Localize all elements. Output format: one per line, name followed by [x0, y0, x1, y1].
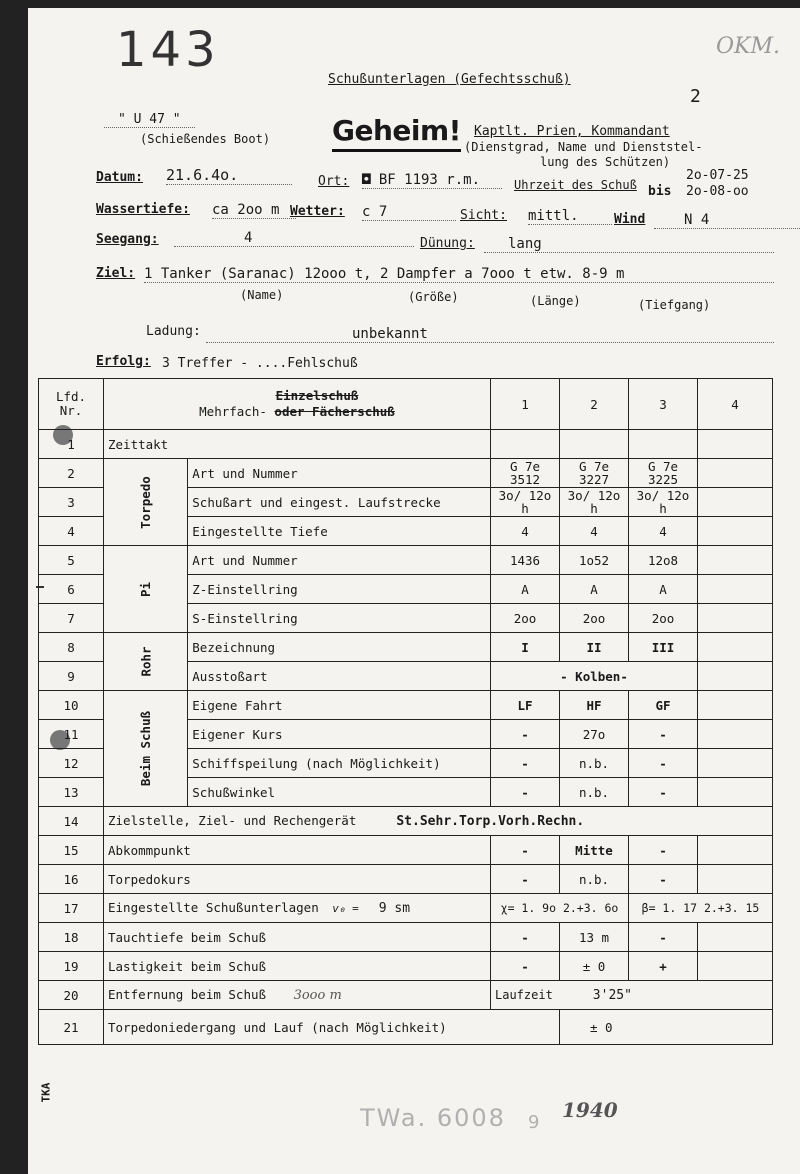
cell [698, 488, 773, 517]
cell: II [560, 633, 629, 662]
cell: A [560, 575, 629, 604]
cell: 3o/ 12o h [629, 488, 698, 517]
cell: 13 m [560, 923, 629, 952]
faecherschuss-struck: oder Fächerschuß [274, 404, 395, 419]
ziel-value: 1 Tanker (Saranac) 12ooo t, 2 Dampfer a 7ooo t etw. 8-9 m [144, 266, 774, 283]
wind-value: N 4 [654, 212, 800, 229]
laufzeit-label: Laufzeit [495, 988, 553, 1002]
group-beim-schuss [104, 691, 188, 807]
row-number: 18 [39, 923, 104, 952]
cell [698, 865, 773, 894]
duenung-value: lang [484, 236, 774, 253]
form-title: Schußunterlagen (Gefechtsschuß) [328, 72, 571, 87]
row-number: 13 [39, 778, 104, 807]
wassertiefe-label: Wassertiefe: [96, 202, 190, 217]
cell [698, 459, 773, 488]
cell: - [491, 836, 560, 865]
row-number: 20 [39, 981, 104, 1010]
uhrzeit-bis: bis [648, 184, 672, 199]
row-label: Eigene Fahrt [188, 691, 491, 720]
cell: 4 [491, 517, 560, 546]
vg-value: 9 sm [378, 901, 411, 916]
row-number: 3 [39, 488, 104, 517]
page-number: 2 [690, 86, 701, 107]
table-row [39, 1010, 773, 1045]
row-number: 7 [39, 604, 104, 633]
cell: 3o/ 12o h [560, 488, 629, 517]
cell [698, 778, 773, 807]
ort-value: ◘ BF 1193 r.m. [362, 172, 502, 189]
cell [698, 604, 773, 633]
ladung-value: unbekannt [206, 326, 774, 343]
row-label: Z-Einstellring [188, 575, 491, 604]
wetter-value: c 7 [362, 204, 456, 221]
row-label: S-Einstellring [188, 604, 491, 633]
shot-type-header [104, 379, 491, 430]
table-row [39, 894, 773, 923]
row-number: 11 [39, 720, 104, 749]
cell: 2oo [491, 604, 560, 633]
row-label: Schiffspeilung (nach Möglichkeit) [188, 749, 491, 778]
commander-label-1: (Dienstgrad, Name und Dienststel- [464, 140, 703, 154]
table-row [39, 546, 773, 575]
row-label: Torpedokurs [104, 865, 491, 894]
row-label: Ausstoßart [188, 662, 491, 691]
row-number: 8 [39, 633, 104, 662]
table-row [39, 923, 773, 952]
commander-label-2: lung des Schützen) [540, 155, 671, 169]
row-label [104, 807, 773, 836]
cell: - Kolben- [491, 662, 698, 691]
cell [698, 575, 773, 604]
table-header-row [39, 379, 773, 430]
cell [698, 923, 773, 952]
cell: - [491, 923, 560, 952]
cell: LF [491, 691, 560, 720]
table-row [39, 865, 773, 894]
cell [629, 430, 698, 459]
cell: 12o8 [629, 546, 698, 575]
wetter-label: Wetter: [290, 204, 345, 219]
cell: n.b. [560, 778, 629, 807]
cell: - [629, 778, 698, 807]
cell: ± 0 [560, 1010, 773, 1045]
cell: n.b. [560, 749, 629, 778]
cell: 2oo [560, 604, 629, 633]
cell: 1o52 [560, 546, 629, 575]
group-label: Beim Schuß [138, 710, 154, 787]
row-label: Bezeichnung [188, 633, 491, 662]
archive-stamp-suffix: 9 [528, 1112, 542, 1133]
row-number: 14 [39, 807, 104, 836]
cell: β= 1. 17 2.+3. 15 [629, 894, 773, 923]
cell: 27o [560, 720, 629, 749]
erfolg-label: Erfolg: [96, 354, 151, 369]
mehrfach-label: Mehrfach- [199, 404, 267, 419]
cell [698, 517, 773, 546]
cell: III [629, 633, 698, 662]
handwritten-distance: 3ooo m [293, 988, 342, 1003]
laufzeit-value: 3'25" [592, 988, 632, 1003]
row-label: Abkommpunkt [104, 836, 491, 865]
row-label: Zeittakt [104, 430, 491, 459]
cell: - [629, 923, 698, 952]
wind-label: Wind [614, 212, 646, 227]
cell: G 7e 3227 [560, 459, 629, 488]
side-mark: TKA [39, 1082, 53, 1103]
row-number: 16 [39, 865, 104, 894]
group-torpedo [104, 459, 188, 546]
seegang-value: 4 [174, 230, 414, 247]
datum-label: Datum: [96, 170, 143, 185]
group-label: Torpedo [138, 475, 154, 529]
row-number: 6 [39, 575, 104, 604]
cell [698, 691, 773, 720]
cell [698, 749, 773, 778]
table-row [39, 459, 773, 488]
cell: Mitte [560, 836, 629, 865]
cell: G 7e 3512 [491, 459, 560, 488]
einzelschuss-struck: Einzelschuß [275, 388, 359, 403]
row-number: 19 [39, 952, 104, 981]
lfd-nr-header: Lfd. Nr. [39, 379, 104, 430]
row-label: Art und Nummer [188, 546, 491, 575]
group-pi [104, 546, 188, 633]
cell [698, 836, 773, 865]
uhrzeit-to: 2o-08-oo [686, 184, 749, 199]
cell: - [629, 720, 698, 749]
cell: - [629, 749, 698, 778]
cell [560, 430, 629, 459]
table-row [39, 836, 773, 865]
row-number: 2 [39, 459, 104, 488]
commander: Kaptlt. Prien, Kommandant [474, 124, 670, 139]
table-row [39, 691, 773, 720]
erfolg-value: 3 Treffer - ....Fehlschuß [162, 356, 358, 371]
row-label: Torpedoniedergang und Lauf (nach Möglichkeit) [104, 1010, 560, 1045]
cell: I [491, 633, 560, 662]
uhrzeit-label: Uhrzeit des Schuß [514, 178, 637, 192]
cell: - [491, 865, 560, 894]
seegang-label: Seegang: [96, 232, 159, 247]
group-label: Rohr [138, 646, 154, 677]
row-number: 17 [39, 894, 104, 923]
cell: G 7e 3225 [629, 459, 698, 488]
cell: 4 [629, 517, 698, 546]
row-number: 12 [39, 749, 104, 778]
row-label: Eingestellte Tiefe [188, 517, 491, 546]
groesse-label: (Größe) [408, 290, 459, 304]
table-row [39, 633, 773, 662]
cell [698, 430, 773, 459]
row-label-text: Zielstelle, Ziel- und Rechengerät [108, 813, 357, 828]
cell: - [629, 836, 698, 865]
document-number: 143 [116, 22, 220, 78]
cell: - [491, 952, 560, 981]
cell: HF [560, 691, 629, 720]
cell: St.Sehr.Torp.Vorh.Rechn. [396, 814, 585, 829]
duenung-label: Dünung: [420, 236, 475, 251]
row-label [104, 981, 491, 1010]
cell: - [629, 865, 698, 894]
row-number: 5 [39, 546, 104, 575]
cell: 1436 [491, 546, 560, 575]
row-label-text: Entfernung beim Schuß [108, 987, 267, 1002]
row-number: 21 [39, 1010, 104, 1045]
name-label: (Name) [240, 288, 284, 302]
col-2-header: 2 [560, 379, 629, 430]
row-label: Schußwinkel [188, 778, 491, 807]
group-rohr [104, 633, 188, 691]
cell: 2oo [629, 604, 698, 633]
table-row [39, 952, 773, 981]
uhrzeit-from: 2o-07-25 [686, 168, 749, 183]
row-label: Lastigkeit beim Schuß [104, 952, 491, 981]
row-number: 9 [39, 662, 104, 691]
datum-value: 21.6.4o. [166, 166, 292, 185]
cell [698, 633, 773, 662]
row-label-text: Eingestellte Schußunterlagen [108, 900, 319, 915]
cell: A [491, 575, 560, 604]
cell [491, 981, 773, 1010]
vg-label: v₀ = [332, 902, 359, 915]
boat-name: " U 47 " [104, 112, 195, 128]
cell: 3o/ 12o h [491, 488, 560, 517]
table-row [39, 981, 773, 1010]
cell [698, 546, 773, 575]
tiefgang-label: (Tiefgang) [638, 298, 711, 312]
sicht-label: Sicht: [460, 208, 507, 223]
laenge-label: (Länge) [530, 294, 581, 308]
cell [698, 720, 773, 749]
table-row [39, 430, 773, 459]
boat-label: (Schießendes Boot) [140, 132, 271, 146]
cell: ± 0 [560, 952, 629, 981]
col-4-header: 4 [698, 379, 773, 430]
wassertiefe-value: ca 2oo m [212, 202, 296, 219]
secret-stamp: Geheim! [332, 114, 461, 152]
row-label: Art und Nummer [188, 459, 491, 488]
cell [491, 430, 560, 459]
row-label: Tauchtiefe beim Schuß [104, 923, 491, 952]
cell: GF [629, 691, 698, 720]
shot-data-table [38, 378, 773, 1045]
row-number: 1 [39, 430, 104, 459]
ort-label: Ort: [318, 174, 350, 189]
group-label: Pi [138, 581, 154, 597]
row-label: Schußart und eingest. Laufstrecke [188, 488, 491, 517]
col-3-header: 3 [629, 379, 698, 430]
cell [698, 952, 773, 981]
cell: - [491, 720, 560, 749]
cell: A [629, 575, 698, 604]
row-label: Eigener Kurs [188, 720, 491, 749]
cell: - [491, 778, 560, 807]
cell: + [629, 952, 698, 981]
row-number: 4 [39, 517, 104, 546]
sicht-value: mittl. [528, 208, 612, 225]
cell: - [491, 749, 560, 778]
ladung-label: Ladung: [146, 324, 201, 339]
archive-stamp: TWa. 6008 [360, 1104, 506, 1132]
cell: 4 [560, 517, 629, 546]
table-row [39, 807, 773, 836]
cell: χ= 1. 9o 2.+3. 6o [491, 894, 629, 923]
row-number: 10 [39, 691, 104, 720]
row-label [104, 894, 491, 923]
cell: n.b. [560, 865, 629, 894]
row-number: 15 [39, 836, 104, 865]
ziel-label: Ziel: [96, 266, 136, 281]
cell [698, 662, 773, 691]
year-stamp: 1940 [562, 1098, 618, 1122]
col-1-header: 1 [491, 379, 560, 430]
corner-mark: OKM. [716, 34, 780, 59]
